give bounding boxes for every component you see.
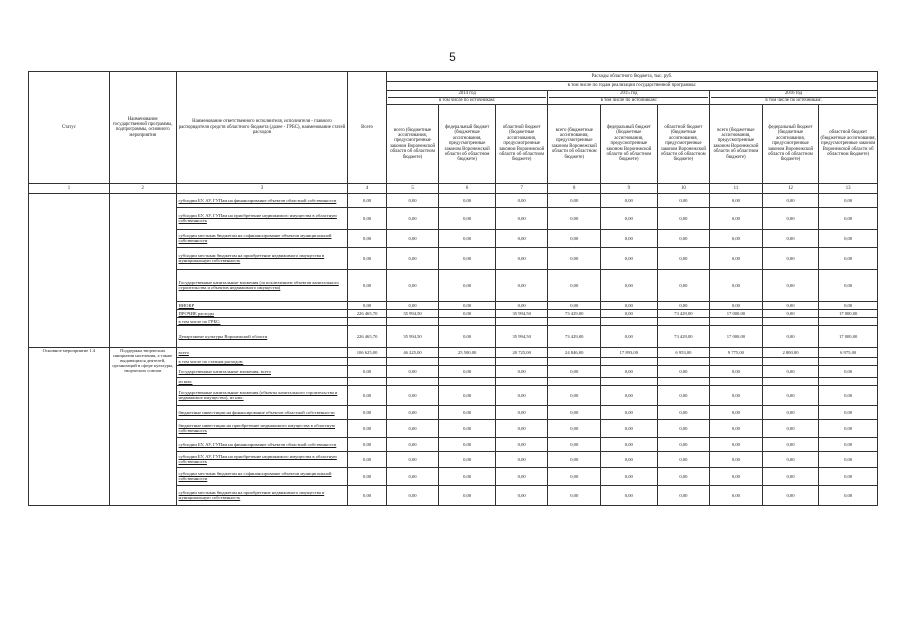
row-value: 0,00 xyxy=(601,405,658,419)
row-description: в том числе по статьям расходов: xyxy=(176,357,348,365)
row-value: 0,00 xyxy=(495,365,548,377)
header-total: Всего xyxy=(348,72,386,184)
row-value: 73 429,00 xyxy=(657,325,710,347)
row-value xyxy=(348,377,386,385)
year-label: 2015 год xyxy=(620,91,638,96)
row-value: 0,00 xyxy=(601,365,658,377)
row-value: 0,00 xyxy=(601,301,658,309)
row-value: 106 625,00 xyxy=(348,347,386,357)
row-value: 0,00 xyxy=(495,247,548,269)
column-number: 9 xyxy=(601,183,658,193)
row-value: 0,00 xyxy=(762,405,819,419)
row-value: 0,00 xyxy=(601,309,658,317)
row-description: Департамент культуры Воронежской области xyxy=(176,325,348,347)
row-value: 0,00 xyxy=(657,437,710,451)
row-value: 0,00 xyxy=(819,247,878,269)
row-value: 0,00 xyxy=(439,419,496,437)
row-value: 0,00 xyxy=(657,247,710,269)
header-by-years: в том числе по годам реализации государственной программы: xyxy=(386,82,877,91)
row-value xyxy=(495,357,548,365)
row-value: 0,00 xyxy=(548,247,601,269)
row-value: 0,00 xyxy=(762,247,819,269)
row-value: 0,00 xyxy=(386,365,439,377)
row-value xyxy=(710,357,763,365)
row-value: 0,00 xyxy=(495,437,548,451)
row-value: 0,00 xyxy=(348,247,386,269)
row-value xyxy=(548,317,601,325)
row-value: 0,00 xyxy=(348,269,386,301)
row-value: 17 000,00 xyxy=(819,325,878,347)
column-number: 8 xyxy=(548,183,601,193)
row-value: 0,00 xyxy=(386,247,439,269)
row-value xyxy=(439,357,496,365)
row-value xyxy=(495,377,548,385)
row-value xyxy=(548,357,601,365)
row-value: 0,00 xyxy=(348,467,386,485)
row-description: субсидии БУ, АУ, ГУПам на приобретение недвижимого имущества в областную собственность xyxy=(176,207,348,229)
row-description: НИОКР xyxy=(176,301,348,309)
row-value: 0,00 xyxy=(710,193,763,207)
row-value: 0,00 xyxy=(601,437,658,451)
row-value: 0,00 xyxy=(348,193,386,207)
row-value: 25 500,00 xyxy=(439,347,496,357)
row-description: всего xyxy=(176,347,348,357)
row-value: 0,00 xyxy=(348,207,386,229)
program-cell-empty xyxy=(109,193,176,347)
row-value: 0,00 xyxy=(548,405,601,419)
row-value: 0,00 xyxy=(762,451,819,467)
row-value: 0,00 xyxy=(710,485,763,505)
column-number: 5 xyxy=(386,183,439,193)
by-sources-label: в том числе по источникам: xyxy=(711,97,876,103)
column-number: 10 xyxy=(657,183,710,193)
row-value: 73 429,00 xyxy=(657,309,710,317)
column-number: 7 xyxy=(495,183,548,193)
row-value: 0,00 xyxy=(495,419,548,437)
column-number: 3 xyxy=(176,183,348,193)
row-value: 0,00 xyxy=(348,365,386,377)
event-name: Поддержка творческих инициатив населения, а также выдающихся деятелей, организаций в сфере культуры, творческих союзов xyxy=(109,347,176,505)
row-value: 0,00 xyxy=(601,193,658,207)
row-value xyxy=(762,377,819,385)
row-value xyxy=(657,317,710,325)
row-value: 0,00 xyxy=(495,229,548,247)
row-value xyxy=(710,377,763,385)
row-value: 0,00 xyxy=(819,405,878,419)
row-value xyxy=(386,357,439,365)
row-value: 0,00 xyxy=(386,229,439,247)
row-value: 0,00 xyxy=(386,451,439,467)
row-value: 0,00 xyxy=(548,301,601,309)
row-value: 0,00 xyxy=(601,419,658,437)
table-row xyxy=(29,193,878,207)
row-value xyxy=(710,317,763,325)
column-number: 6 xyxy=(439,183,496,193)
header-col-federal: федеральный бюджет (бюджетные ассигнования, предусмотренные законом Воронежской области об областном бюджете) xyxy=(601,104,658,183)
row-description: бюджетные инвестиции на приобретение недвижимого имущества в областную собственность xyxy=(176,419,348,437)
row-value: 0,00 xyxy=(710,467,763,485)
row-description: субсидии местным бюджетам на софинансирование объектов муниципальной собственности xyxy=(176,229,348,247)
by-sources-label: в том числе по источникам: xyxy=(549,97,708,103)
row-value: 0,00 xyxy=(819,229,878,247)
row-value: 0,00 xyxy=(762,207,819,229)
row-value: 0,00 xyxy=(386,301,439,309)
row-description: в том числе по ГРБС: xyxy=(176,317,348,325)
header-status: Статус xyxy=(29,72,110,184)
row-value: 0,00 xyxy=(439,485,496,505)
row-value: 17 000,00 xyxy=(710,325,763,347)
row-value: 0,00 xyxy=(710,207,763,229)
row-value xyxy=(386,317,439,325)
row-value: 0,00 xyxy=(819,269,878,301)
row-value: 0,00 xyxy=(819,467,878,485)
row-value: 0,00 xyxy=(495,207,548,229)
row-description: субсидии местным бюджетам на софинансирование объектов муниципальной собственности xyxy=(176,467,348,485)
row-description: субсидии местным бюджетам на приобретение недвижимого имущества в муниципальную собственность xyxy=(176,485,348,505)
row-description: из них: xyxy=(176,377,348,385)
row-value: 17 000,00 xyxy=(819,309,878,317)
row-value: 0,00 xyxy=(495,301,548,309)
year-label: 2014 год xyxy=(458,91,476,96)
row-value: 0,00 xyxy=(657,451,710,467)
row-value: 20 725,00 xyxy=(495,347,548,357)
row-value: 0,00 xyxy=(439,365,496,377)
year-label: 2016 год xyxy=(784,91,803,96)
row-value: 0,00 xyxy=(495,485,548,505)
row-value: 0,00 xyxy=(495,467,548,485)
row-value: 0,00 xyxy=(710,229,763,247)
row-value: 0,00 xyxy=(819,365,878,377)
row-value: 0,00 xyxy=(386,405,439,419)
row-value: 0,00 xyxy=(710,269,763,301)
row-value: 0,00 xyxy=(439,405,496,419)
row-value: 0,00 xyxy=(386,385,439,405)
row-value xyxy=(548,377,601,385)
row-value: 73 429,00 xyxy=(548,309,601,317)
header-col-all: всего (бюджетные ассигнования, предусмотренные законом Воронежской области об областном бюджете) xyxy=(386,104,439,183)
row-value: 0,00 xyxy=(548,385,601,405)
row-value: 0,00 xyxy=(548,419,601,437)
row-value: 0,00 xyxy=(348,385,386,405)
row-value: 0,00 xyxy=(548,485,601,505)
row-value: 0,00 xyxy=(762,385,819,405)
row-value xyxy=(348,357,386,365)
row-value: 0,00 xyxy=(348,301,386,309)
row-value: 17 000,00 xyxy=(710,309,763,317)
row-value: 0,00 xyxy=(762,309,819,317)
row-value: 0,00 xyxy=(439,269,496,301)
row-value xyxy=(657,377,710,385)
row-value: 0,00 xyxy=(762,419,819,437)
row-value: 0,00 xyxy=(386,207,439,229)
row-description: бюджетные инвестиции на финансирование объектов областной собственности xyxy=(176,405,348,419)
row-value: 0,00 xyxy=(762,437,819,451)
row-value: 0,00 xyxy=(762,467,819,485)
row-value: 2 800,00 xyxy=(762,347,819,357)
header-year-2016 xyxy=(710,91,878,105)
row-value: 0,00 xyxy=(386,437,439,451)
row-value: 0,00 xyxy=(601,451,658,467)
row-value: 226 465,70 xyxy=(348,309,386,317)
row-value: 0,00 xyxy=(601,229,658,247)
row-value: 0,00 xyxy=(548,229,601,247)
row-value: 0,00 xyxy=(348,451,386,467)
header-col-federal: федеральный бюджет (бюджетные ассигнования, предусмотренные законом Воронежской области об областном бюджете) xyxy=(439,104,496,183)
row-value: 0,00 xyxy=(601,207,658,229)
row-value: 0,00 xyxy=(657,385,710,405)
row-value: 0,00 xyxy=(601,247,658,269)
header-expenses-title: Расходы областного бюджета, тыс. руб. xyxy=(386,72,877,82)
row-description: субсидии местным бюджетам на приобретение недвижимого имущества в муниципальную собственность xyxy=(176,247,348,269)
row-value: 0,00 xyxy=(710,385,763,405)
row-value: 0,00 xyxy=(439,207,496,229)
row-value: 0,00 xyxy=(548,467,601,485)
row-value xyxy=(819,357,878,365)
header-col-regional: областной бюджет (бюджетные ассигнования, предусмотренные законом Воронежской области об областном бюджете) xyxy=(657,104,710,183)
row-description: Государственные капитальные вложения (объекты капитального строительства и недвижимое имущество), из них: xyxy=(176,385,348,405)
row-value: 0,00 xyxy=(548,269,601,301)
row-value: 0,00 xyxy=(495,405,548,419)
header-col-regional: областной бюджет (бюджетные ассигнования, предусмотренные законом Воронежской области об областном бюджете) xyxy=(495,104,548,183)
row-value: 0,00 xyxy=(657,229,710,247)
row-value xyxy=(601,357,658,365)
row-value: 6 953,00 xyxy=(657,347,710,357)
status-cell-empty xyxy=(29,193,110,347)
row-value: 0,00 xyxy=(762,193,819,207)
row-value: 0,00 xyxy=(710,451,763,467)
row-value: 0,00 xyxy=(495,451,548,467)
row-value: 0,00 xyxy=(710,405,763,419)
column-number-row xyxy=(29,183,878,193)
row-value: 0,00 xyxy=(386,419,439,437)
event-status: Основное мероприятие 1.4 xyxy=(29,347,110,505)
column-number: 4 xyxy=(348,183,386,193)
row-value: 0,00 xyxy=(439,247,496,269)
row-value xyxy=(657,357,710,365)
row-value xyxy=(819,377,878,385)
row-value: 0,00 xyxy=(439,309,496,317)
header-col-all: всего (бюджетные ассигнования, предусмотренные законом Воронежской области об областном бюджете) xyxy=(548,104,601,183)
row-value: 0,00 xyxy=(439,451,496,467)
row-value: 0,00 xyxy=(710,247,763,269)
row-value: 0,00 xyxy=(348,229,386,247)
row-value: 0,00 xyxy=(439,385,496,405)
row-value xyxy=(386,377,439,385)
table-row xyxy=(29,347,878,357)
row-value xyxy=(601,317,658,325)
row-value: 0,00 xyxy=(601,485,658,505)
row-value: 0,00 xyxy=(657,365,710,377)
row-value: 0,00 xyxy=(548,437,601,451)
row-value: 0,00 xyxy=(548,451,601,467)
row-value: 0,00 xyxy=(439,467,496,485)
row-value: 17 893,00 xyxy=(601,347,658,357)
row-value: 0,00 xyxy=(548,193,601,207)
row-value: 0,00 xyxy=(348,485,386,505)
header-executor: Наименование ответственного исполнителя, исполнителя - главного распорядителя средств областного бюджета (далее - ГРБС), наименование статей расходов xyxy=(176,72,348,184)
header-year-2015 xyxy=(548,91,710,105)
row-value: 35 994,50 xyxy=(495,309,548,317)
row-description: Государственные капитальные вложения (за исключением объектов капитального строительства и объектов недвижимого имущества) xyxy=(176,269,348,301)
row-value: 0,00 xyxy=(710,365,763,377)
row-value: 0,00 xyxy=(495,269,548,301)
row-value: 0,00 xyxy=(601,385,658,405)
column-number: 2 xyxy=(109,183,176,193)
row-value: 0,00 xyxy=(495,193,548,207)
row-value: 24 846,00 xyxy=(548,347,601,357)
row-value: 0,00 xyxy=(657,405,710,419)
row-value: 0,00 xyxy=(819,301,878,309)
row-value: 0,00 xyxy=(710,419,763,437)
column-number: 1 xyxy=(29,183,110,193)
row-value xyxy=(348,317,386,325)
row-value xyxy=(762,317,819,325)
row-value: 0,00 xyxy=(657,467,710,485)
row-value: 0,00 xyxy=(762,485,819,505)
row-value: 0,00 xyxy=(819,385,878,405)
row-description: Государственные капитальные вложения, всего xyxy=(176,365,348,377)
row-value xyxy=(439,317,496,325)
row-value: 0,00 xyxy=(601,269,658,301)
row-value: 0,00 xyxy=(657,301,710,309)
row-value xyxy=(819,317,878,325)
row-value: 0,00 xyxy=(548,365,601,377)
row-value xyxy=(762,357,819,365)
row-value: 0,00 xyxy=(657,419,710,437)
row-value: 0,00 xyxy=(710,437,763,451)
row-value: 0,00 xyxy=(439,229,496,247)
row-value: 0,00 xyxy=(348,437,386,451)
column-number: 12 xyxy=(762,183,819,193)
row-description: субсидии БУ, АУ, ГУПам на финансирование объектов областной собственности xyxy=(176,193,348,207)
column-number: 11 xyxy=(710,183,763,193)
row-value xyxy=(439,377,496,385)
row-value: 0,00 xyxy=(657,207,710,229)
row-value: 0,00 xyxy=(439,193,496,207)
row-value: 46 225,00 xyxy=(386,347,439,357)
row-value: 0,00 xyxy=(819,419,878,437)
row-value: 0,00 xyxy=(819,193,878,207)
row-value: 0,00 xyxy=(762,301,819,309)
row-description: субсидии БУ, АУ, ГУПам на финансирование объектов областной собственности xyxy=(176,437,348,451)
row-value: 73 429,00 xyxy=(548,325,601,347)
row-value: 0,00 xyxy=(548,207,601,229)
row-description: субсидии БУ, АУ, ГУПам на приобретение недвижимого имущества в областную собственность xyxy=(176,451,348,467)
row-value: 0,00 xyxy=(386,193,439,207)
row-value: 0,00 xyxy=(657,193,710,207)
row-value: 0,00 xyxy=(819,451,878,467)
header-col-all: всего (бюджетные ассигнования, предусмотренные законом Воронежской области об областном бюджете) xyxy=(710,104,763,183)
row-value: 0,00 xyxy=(439,301,496,309)
row-value xyxy=(495,317,548,325)
row-value: 0,00 xyxy=(762,365,819,377)
row-value: 0,00 xyxy=(762,269,819,301)
row-value: 0,00 xyxy=(819,437,878,451)
row-value: 0,00 xyxy=(762,229,819,247)
row-value: 6 975,00 xyxy=(819,347,878,357)
row-value: 0,00 xyxy=(601,325,658,347)
row-value: 0,00 xyxy=(710,301,763,309)
row-value xyxy=(601,377,658,385)
row-value: 0,00 xyxy=(386,485,439,505)
row-value: 0,00 xyxy=(386,467,439,485)
row-value: 226 465,70 xyxy=(348,325,386,347)
row-value: 0,00 xyxy=(601,467,658,485)
header-col-regional: областной бюджет (бюджетные ассигнования, предусмотренные законом Воронежской области об областном бюджете) xyxy=(819,104,878,183)
budget-table xyxy=(28,71,878,506)
row-value: 35 994,50 xyxy=(386,325,439,347)
row-value: 0,00 xyxy=(348,419,386,437)
row-value: 0,00 xyxy=(439,437,496,451)
row-value: 0,00 xyxy=(819,485,878,505)
column-number: 13 xyxy=(819,183,878,193)
row-value: 35 994,50 xyxy=(495,325,548,347)
row-value: 0,00 xyxy=(657,269,710,301)
row-value: 35 994,50 xyxy=(386,309,439,317)
header-program-name: Наименование государственной программы, подпрограммы, основного мероприятия xyxy=(109,72,176,184)
by-sources-label: в том числе по источникам: xyxy=(388,97,547,103)
row-value: 0,00 xyxy=(495,385,548,405)
row-description: ПРОЧИЕ расходы xyxy=(176,309,348,317)
row-value: 9 775,00 xyxy=(710,347,763,357)
row-value: 0,00 xyxy=(348,405,386,419)
row-value: 0,00 xyxy=(657,485,710,505)
row-value: 0,00 xyxy=(762,325,819,347)
header-year-2014 xyxy=(386,91,548,105)
row-value: 0,00 xyxy=(439,325,496,347)
header-col-federal: федеральный бюджет (бюджетные ассигнования, предусмотренные законом Воронежской области об областном бюджете) xyxy=(762,104,819,183)
page-number: 5 xyxy=(449,50,456,64)
row-value: 0,00 xyxy=(819,207,878,229)
row-value: 0,00 xyxy=(386,269,439,301)
